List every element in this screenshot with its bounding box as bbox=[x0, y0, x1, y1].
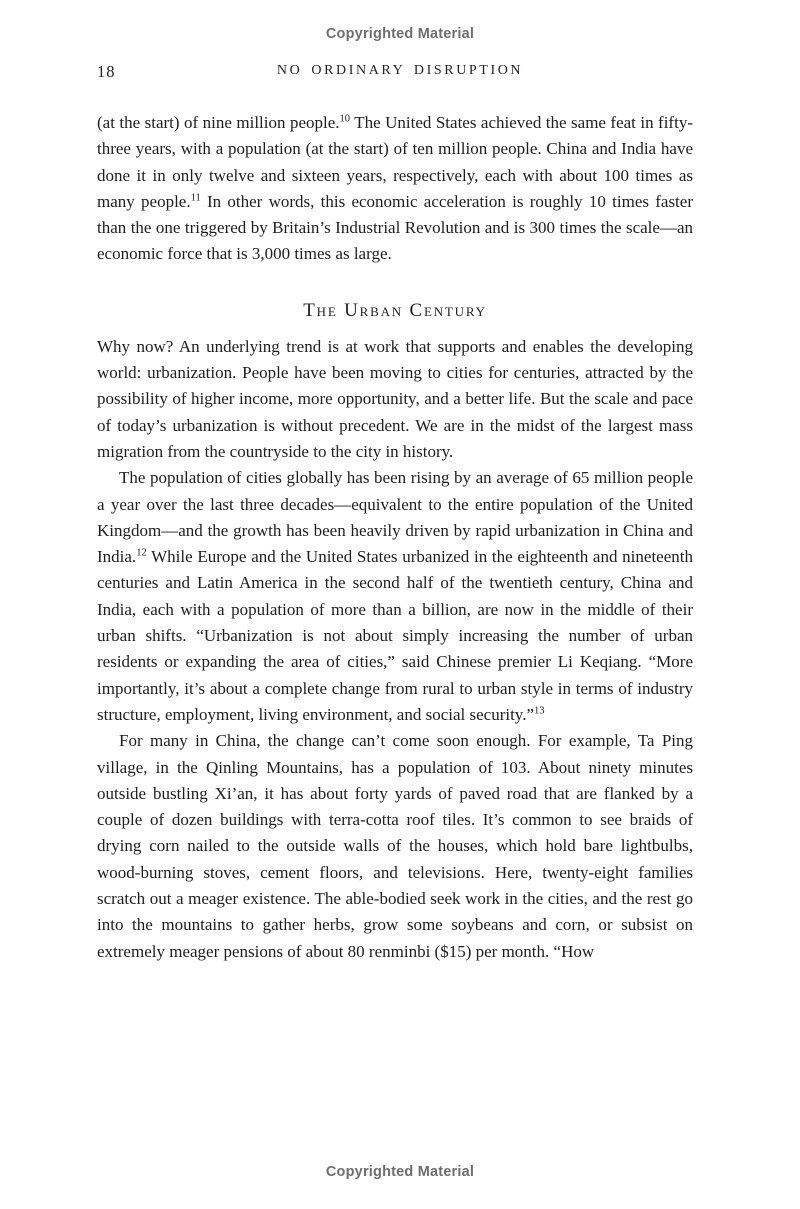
paragraph: The population of cities globally has been rising by an average of 65 million people a year over the last three decades—equivalent to the entire population of the United Kingdom—and the growth has been heavily driven by rapid urbanization in China and India.$^{12}$ While Europe and the United States urbanized in the eighteenth and nineteenth centuries and Latin America in the second half of the twentieth century, China and India, each with a population of more than a billion, are now in the middle of their urban shifts. “Urbanization is not about simply increasing the number of urban residents or expanding the area of cities,” said Chinese premier Li Keqiang. “More importantly, it’s about a complete change from rural to urban style in terms of industry structure, employment, living environment, and social security.”$^{13}$ bbox=[97, 468, 693, 724]
paragraph: Why now? An underlying trend is at work that supports and enables the developing world: urbanization. People have been moving to cities for centuries, attracted by the possibility of higher income, more opportunity, and a better life. But the scale and pace of today’s urbanization is without precedent. We are in the midst of the largest mass migration from the countryside to the city in history. bbox=[97, 336, 693, 461]
page-header bbox=[0, 61, 800, 79]
paragraph: For many in China, the change can’t come soon enough. For example, Ta Ping village, in the Qinling Mountains, has a population of 103. About ninety minutes outside bustling Xi’an, it has about forty yards of paved road that are flanked by a couple of dozen buildings with terra-cotta roof tiles. It’s common to see braids of drying corn nailed to the outside walls of the houses, which hold bare lightbulbs, wood-burning stoves, cement floors, and televisions. Here, twenty-eight families scratch out a meager existence. The able-bodied seek work in the cities, and the rest go into the mountains to gather herbs, grow some soybeans and corn, or subsist on extremely meager pensions of about 80 renminbi ($15) per month. “How bbox=[97, 731, 693, 961]
section-heading: The Urban Century bbox=[303, 299, 487, 321]
running-head: NO ORDINARY DISRUPTION bbox=[276, 63, 524, 78]
paragraph: (at the start) of nine million people.$^{10}$ The United States achieved the same feat in fifty-three years, with a population (at the start) of ten million people. China and India have done it in only twelve and sixteen years, respectively, each with about 100 times as many people.$^{11}$ In other words, this economic acceleration is roughly 10 times faster than the one triggered by Britain’s Industrial Revolution and is 300 times the scale—an economic force that is 3,000 times as large. bbox=[97, 113, 693, 264]
copyright-notice-bottom: Copyrighted Material bbox=[325, 1164, 475, 1180]
copyright-notice-top: Copyrighted Material bbox=[325, 26, 475, 42]
page-number: 18 bbox=[97, 62, 116, 81]
body-text bbox=[97, 110, 693, 965]
